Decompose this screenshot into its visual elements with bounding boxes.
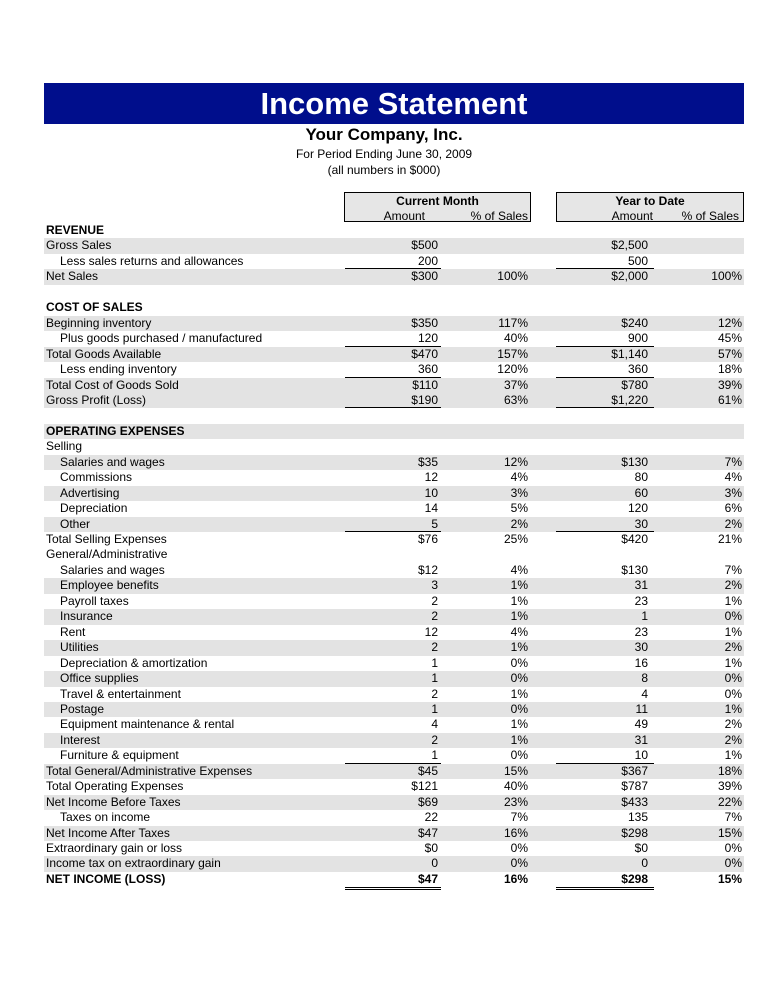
- row-c4: 7%: [724, 454, 742, 469]
- row-c2: 1%: [510, 640, 528, 655]
- table-row: [44, 795, 744, 811]
- row-label: Advertising: [60, 485, 120, 500]
- row-c1: 0: [431, 856, 438, 871]
- row-c3: 31: [634, 578, 648, 593]
- underline-rule: [556, 531, 654, 532]
- row-c1: $69: [417, 794, 438, 809]
- row-c1: $12: [417, 562, 438, 577]
- table-row: [44, 547, 744, 563]
- row-label: General/Administrative: [46, 547, 168, 562]
- row-c1: 1: [431, 748, 438, 763]
- row-c2: 12%: [503, 454, 528, 469]
- row-c2: 25%: [503, 532, 528, 546]
- row-c3: 23: [634, 624, 648, 639]
- row-label: Total Cost of Goods Sold: [46, 377, 179, 392]
- row-c1: 4: [431, 717, 438, 732]
- row-label: Depreciation: [60, 501, 128, 516]
- row-c1: 360: [417, 362, 438, 377]
- table-row: [44, 408, 744, 424]
- row-c1: 2: [431, 609, 438, 624]
- row-c2: 0%: [510, 856, 528, 871]
- row-c2: 4%: [510, 562, 528, 577]
- row-c3: $298: [621, 825, 648, 840]
- row-label: Extraordinary gain or loss: [46, 841, 183, 855]
- underline-rule: [556, 346, 654, 347]
- row-c4: 7%: [724, 562, 742, 577]
- row-c2: 3%: [510, 485, 528, 500]
- row-c1: 14: [424, 501, 438, 516]
- row-c1: $121: [411, 779, 438, 794]
- row-c3: 0: [641, 856, 648, 871]
- row-c1: 10: [424, 485, 438, 500]
- row-c4: 100%: [711, 269, 742, 284]
- row-c1: $500: [411, 238, 438, 253]
- row-c4: 0%: [724, 686, 742, 701]
- table-row: [44, 439, 744, 455]
- row-label: Travel & entertainment: [60, 686, 181, 701]
- row-c2: 16%: [503, 825, 528, 840]
- row-c3: $1,220: [611, 392, 648, 407]
- row-c3: $2,500: [611, 238, 648, 253]
- row-c2: 5%: [510, 501, 528, 516]
- row-c4: 4%: [724, 470, 742, 485]
- row-c3: $780: [621, 377, 648, 392]
- row-label: Equipment maintenance & rental: [60, 717, 235, 732]
- row-c1: 2: [431, 640, 438, 655]
- table-row: [44, 393, 744, 409]
- row-label: Commissions: [60, 470, 133, 485]
- table-row: [44, 733, 744, 749]
- row-c4: 15%: [717, 871, 742, 886]
- ytd-pct-header: % of Sales: [681, 209, 739, 223]
- row-c4: 3%: [724, 485, 742, 500]
- row-label: Gross Profit (Loss): [46, 392, 147, 407]
- row-c3: $130: [621, 454, 648, 469]
- row-c1: 120: [417, 331, 438, 346]
- row-c3: $367: [621, 763, 648, 778]
- underline-rule: [345, 346, 441, 347]
- row-c2: 4%: [510, 624, 528, 639]
- row-c4: 39%: [717, 779, 742, 794]
- table-row: [44, 347, 744, 363]
- underline-rule: [556, 407, 654, 408]
- ytd-title: Year to Date: [615, 194, 685, 208]
- row-c3: $2,000: [611, 269, 648, 284]
- table-row: [44, 625, 744, 641]
- table-row: [44, 300, 744, 316]
- table-row: [44, 532, 744, 548]
- units-note: (all numbers in $000): [327, 163, 441, 177]
- row-c1: $190: [411, 392, 438, 407]
- row-label: COST OF SALES: [46, 300, 143, 315]
- row-c3: $0: [634, 841, 648, 855]
- row-c2: 4%: [510, 470, 528, 485]
- row-c3: 16: [634, 655, 648, 670]
- row-label: Total Goods Available: [46, 346, 162, 361]
- row-c1: $76: [417, 532, 438, 546]
- table-row: [44, 779, 744, 795]
- row-c3: 8: [641, 671, 648, 686]
- row-c2: 1%: [510, 609, 528, 624]
- row-label: Office supplies: [60, 671, 139, 686]
- row-c4: 15%: [717, 825, 742, 840]
- row-c2: 63%: [503, 392, 528, 407]
- row-c3: 1: [641, 609, 648, 624]
- table-row: [44, 764, 744, 780]
- row-c4: 0%: [724, 856, 742, 871]
- row-label: Plus goods purchased / manufactured: [60, 331, 263, 346]
- row-c2: 0%: [510, 748, 528, 763]
- row-c1: 12: [424, 470, 438, 485]
- row-c4: 2%: [724, 717, 742, 732]
- row-c2: 0%: [510, 701, 528, 716]
- table-row: [44, 517, 744, 533]
- row-c2: 117%: [498, 315, 528, 330]
- row-c1: $300: [411, 269, 438, 284]
- table-row: [44, 378, 744, 394]
- row-c4: 0%: [724, 841, 742, 855]
- row-c4: 1%: [724, 593, 742, 608]
- row-label: Net Income Before Taxes: [46, 794, 181, 809]
- row-label: Total Selling Expenses: [46, 532, 167, 546]
- row-label: Depreciation & amortization: [60, 655, 208, 670]
- row-c2: 1%: [510, 732, 528, 747]
- underline-rule: [345, 407, 441, 408]
- table-row: [44, 362, 744, 378]
- table-row: [44, 717, 744, 733]
- row-c3: $420: [621, 532, 648, 546]
- row-c3: $298: [621, 871, 648, 886]
- row-c2: 7%: [510, 810, 528, 825]
- underline-rule: [556, 268, 654, 269]
- row-c2: 0%: [510, 841, 528, 855]
- row-label: Taxes on income: [60, 810, 151, 825]
- row-c3: $1,140: [611, 346, 648, 361]
- row-c4: 39%: [717, 377, 742, 392]
- row-c4: 18%: [717, 763, 742, 778]
- row-c2: 1%: [510, 717, 528, 732]
- row-c3: $787: [621, 779, 648, 794]
- row-c3: 60: [634, 485, 648, 500]
- row-c4: 45%: [717, 331, 742, 346]
- row-c2: 37%: [503, 377, 528, 392]
- table-row: [44, 748, 744, 764]
- underline-rule: [345, 377, 441, 378]
- row-c2: 2%: [510, 516, 528, 531]
- table-row: [44, 687, 744, 703]
- row-c4: 0%: [724, 671, 742, 686]
- row-label: Utilities: [60, 640, 99, 655]
- row-label: Insurance: [60, 609, 113, 624]
- row-c3: 23: [634, 593, 648, 608]
- row-label: Selling: [46, 439, 83, 454]
- table-row: [44, 841, 744, 857]
- table-row: [44, 826, 744, 842]
- row-c4: 2%: [724, 640, 742, 655]
- row-label: Net Income After Taxes: [46, 825, 170, 840]
- ytd-amount-header: Amount: [611, 209, 653, 223]
- table-row: [44, 671, 744, 687]
- row-label: Income tax on extraordinary gain: [46, 856, 221, 871]
- row-c1: 22: [424, 810, 438, 825]
- year-to-date-header: [556, 192, 744, 222]
- row-label: Salaries and wages: [60, 562, 165, 577]
- row-c2: 1%: [510, 578, 528, 593]
- row-c1: $47: [417, 825, 438, 840]
- row-c4: 12%: [717, 315, 742, 330]
- row-c1: $350: [411, 315, 438, 330]
- row-label: REVENUE: [46, 223, 105, 237]
- row-c4: 18%: [717, 362, 742, 377]
- row-label: Other: [60, 516, 91, 531]
- row-c4: 1%: [724, 624, 742, 639]
- row-c4: 21%: [717, 532, 742, 546]
- row-label: Total General/Administrative Expenses: [46, 763, 253, 778]
- table-row: [44, 254, 744, 270]
- cm-pct-header: % of Sales: [470, 209, 528, 223]
- table-row: [44, 640, 744, 656]
- row-c3: 500: [627, 253, 648, 268]
- row-c3: 4: [641, 686, 648, 701]
- table-row: [44, 810, 744, 826]
- current-month-header: [344, 192, 531, 222]
- row-c3: 135: [627, 810, 648, 825]
- table-row: [44, 656, 744, 672]
- double-underline-rule: [556, 887, 654, 890]
- row-c1: $470: [411, 346, 438, 361]
- row-c1: 1: [431, 655, 438, 670]
- row-label: Payroll taxes: [60, 593, 129, 608]
- row-label: Interest: [60, 732, 101, 747]
- underline-rule: [556, 377, 654, 378]
- row-c1: 1: [431, 671, 438, 686]
- table-row: [44, 872, 744, 888]
- row-label: NET INCOME (LOSS): [46, 871, 166, 886]
- row-c4: 6%: [724, 501, 742, 516]
- underline-rule: [345, 763, 441, 764]
- row-label: Salaries and wages: [60, 454, 165, 469]
- row-c1: $47: [417, 871, 438, 886]
- row-c1: 2: [431, 686, 438, 701]
- row-c3: 120: [627, 501, 648, 516]
- row-label: Employee benefits: [60, 578, 159, 593]
- row-c3: 30: [634, 516, 648, 531]
- row-c1: $45: [417, 763, 438, 778]
- current-month-title: Current Month: [396, 194, 479, 208]
- row-c2: 1%: [510, 686, 528, 701]
- row-c3: 900: [627, 331, 648, 346]
- row-c2: 16%: [503, 871, 528, 886]
- row-c4: 2%: [724, 732, 742, 747]
- table-row: [44, 594, 744, 610]
- row-c3: $433: [621, 794, 648, 809]
- table-row: [44, 856, 744, 872]
- row-c2: 0%: [510, 655, 528, 670]
- period-text: For Period Ending June 30, 2009: [295, 147, 473, 161]
- row-c1: $0: [424, 841, 438, 855]
- row-c4: 1%: [724, 655, 742, 670]
- row-c1: 3: [431, 578, 438, 593]
- row-c1: 5: [431, 516, 438, 531]
- row-c2: 0%: [510, 671, 528, 686]
- row-c2: 120%: [497, 362, 528, 377]
- table-row: [44, 331, 744, 347]
- row-c4: 2%: [724, 578, 742, 593]
- row-c4: 57%: [717, 346, 742, 361]
- row-c3: 31: [634, 732, 648, 747]
- row-label: Furniture & equipment: [60, 748, 179, 763]
- row-label: Beginning inventory: [46, 315, 152, 330]
- title-banner: [44, 83, 744, 124]
- table-row: [44, 269, 744, 285]
- table-row: [44, 223, 744, 239]
- table-row: [44, 609, 744, 625]
- row-label: Postage: [60, 701, 105, 716]
- underline-rule: [345, 268, 441, 269]
- row-c1: 12: [424, 624, 438, 639]
- underline-rule: [556, 763, 654, 764]
- row-c4: 22%: [717, 794, 742, 809]
- table-row: [44, 455, 744, 471]
- table-row: [44, 285, 744, 301]
- row-label: Net Sales: [46, 269, 99, 284]
- row-c1: 1: [431, 701, 438, 716]
- table-row: [44, 501, 744, 517]
- table-row: [44, 486, 744, 502]
- row-c1: $110: [412, 377, 438, 392]
- row-c3: 30: [634, 640, 648, 655]
- row-label: Rent: [60, 624, 86, 639]
- row-c2: 23%: [503, 794, 528, 809]
- row-c4: 61%: [717, 392, 742, 407]
- row-c3: 11: [635, 701, 648, 716]
- row-c3: 49: [634, 717, 648, 732]
- double-underline-rule: [345, 887, 441, 890]
- row-c3: $240: [621, 315, 648, 330]
- row-c2: 40%: [503, 779, 528, 794]
- row-c3: 10: [634, 748, 648, 763]
- table-row: [44, 316, 744, 332]
- row-label: Less sales returns and allowances: [60, 253, 244, 268]
- row-label: Gross Sales: [46, 238, 112, 253]
- underline-rule: [345, 531, 441, 532]
- row-c2: 100%: [497, 269, 528, 284]
- row-c4: 2%: [724, 516, 742, 531]
- row-c4: 1%: [724, 748, 742, 763]
- table-row: [44, 578, 744, 594]
- row-label: Less ending inventory: [60, 362, 177, 377]
- row-c3: 80: [634, 470, 648, 485]
- page-title: Income Statement: [260, 85, 528, 121]
- row-c1: 200: [417, 253, 438, 268]
- row-label: OPERATING EXPENSES: [46, 423, 185, 438]
- table-row: [44, 238, 744, 254]
- table-row: [44, 563, 744, 579]
- row-c3: $130: [621, 562, 648, 577]
- row-c4: 0%: [724, 609, 742, 624]
- row-c2: 15%: [503, 763, 528, 778]
- row-c1: 2: [431, 732, 438, 747]
- table-row: [44, 424, 744, 440]
- company-name: Your Company, Inc.: [305, 125, 463, 144]
- row-label: Total Operating Expenses: [46, 779, 184, 794]
- row-c4: 7%: [724, 810, 742, 825]
- row-c2: 157%: [497, 346, 528, 361]
- cm-amount-header: Amount: [383, 209, 425, 223]
- table-row: [44, 702, 744, 718]
- row-c4: 1%: [724, 701, 742, 716]
- row-c2: 40%: [503, 331, 528, 346]
- row-c1: $35: [417, 454, 438, 469]
- table-row: [44, 470, 744, 486]
- row-c1: 2: [431, 593, 438, 608]
- row-c3: 360: [627, 362, 648, 377]
- row-c2: 1%: [510, 593, 528, 608]
